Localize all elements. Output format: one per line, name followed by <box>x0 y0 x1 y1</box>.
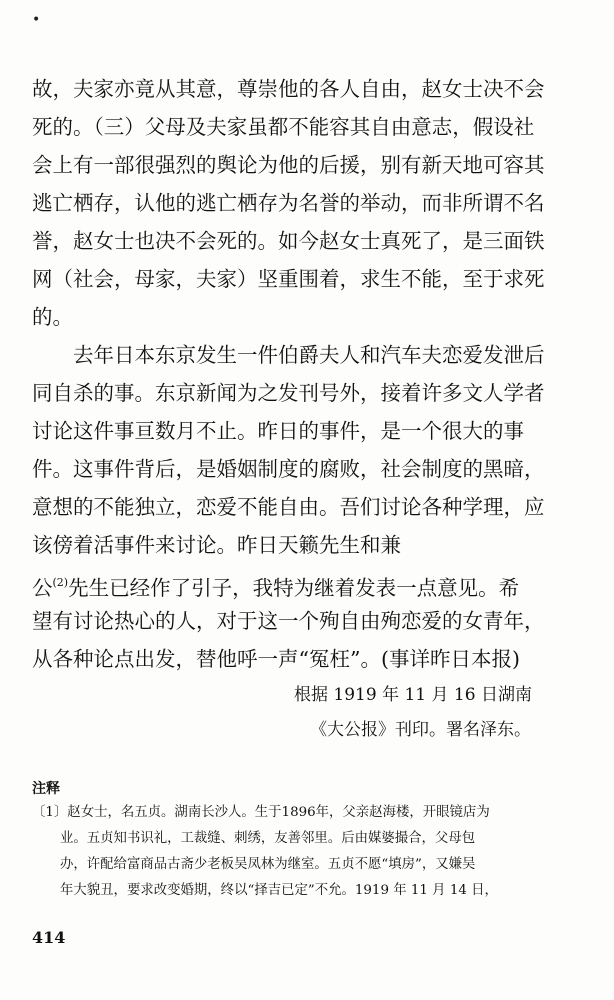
note-line: 业。五贞知书识礼，工裁缝、刺绣，友善邻里。后由媒婆撮合，父母包 <box>60 831 476 846</box>
notes-heading: 注释 <box>32 781 60 797</box>
source-note: 《大公报》刊印。署名泽东。 <box>310 720 531 740</box>
text-fragment: 公 <box>32 576 53 600</box>
note-line: 办，许配给富商品古斋少老板吴凤林为继室。五贞不愿“填房”，又嫌吴 <box>60 857 476 872</box>
text-line: 誉，赵女士也决不会死的。如今赵女士真死了，是三面铁 <box>32 229 545 253</box>
note-line: 年大貌丑，要求改变婚期，终以“择吉已定”不允。1919 年 11 月 14 日， <box>60 883 498 898</box>
text-line: 讨论这件事亘数月不止。昨日的事件，是一个很大的事 <box>32 419 524 443</box>
note-line: 〔1〕赵女士，名五贞。湖南长沙人。生于1896年，父亲赵海楼，开眼镜店为 <box>32 805 490 820</box>
footnote-ref[interactable]: (2) <box>52 576 69 589</box>
body-text <box>32 70 590 678</box>
scan-mark: • <box>32 12 41 28</box>
text-line-with-footnote <box>32 564 590 602</box>
text-line: 件。这事件背后，是婚姻制度的腐败，社会制度的黑暗， <box>32 457 545 481</box>
page-number: 414 <box>32 928 66 947</box>
notes <box>32 800 592 904</box>
text-line: 会上有一部很强烈的舆论为他的后援，别有新天地可容其 <box>32 153 545 177</box>
text-line: 从各种论点出发，替他呼一声“冤枉”。(事详昨日本报) <box>32 647 520 671</box>
text-line: 逃亡栖存，认他的逃亡栖存为名誉的举动，而非所谓不名 <box>32 191 545 215</box>
text-line: 死的。（三）父母及夫家虽都不能容其自由意志，假设社 <box>32 115 535 139</box>
text-line: 网（社会，母家，夫家）坚重围着，求生不能，至于求死 <box>32 267 545 291</box>
text-line: 的。 <box>32 305 73 329</box>
text-line: 去年日本东京发生一件伯爵夫人和汽车夫恋爱发泄后 <box>32 343 545 367</box>
source-note: 根据 1919 年 11 月 16 日湖南 <box>294 685 532 705</box>
text-line: 故，夫家亦竟从其意，尊崇他的各人自由，赵女士决不会 <box>32 77 545 101</box>
text-line: 望有讨论热心的人，对于这一个殉自由殉恋爱的女青年， <box>32 609 545 633</box>
text-fragment: 先生已经作了引子，我特为继着发表一点意见。希 <box>68 576 520 600</box>
text-line: 同自杀的事。东京新闻为之发刊号外，接着许多文人学者 <box>32 381 545 405</box>
text-line: 意想的不能独立，恋爱不能自由。吾们讨论各种学理，应 <box>32 495 545 519</box>
text-line: 该傍着活事件来讨论。昨日天籁先生和兼 <box>32 533 401 557</box>
